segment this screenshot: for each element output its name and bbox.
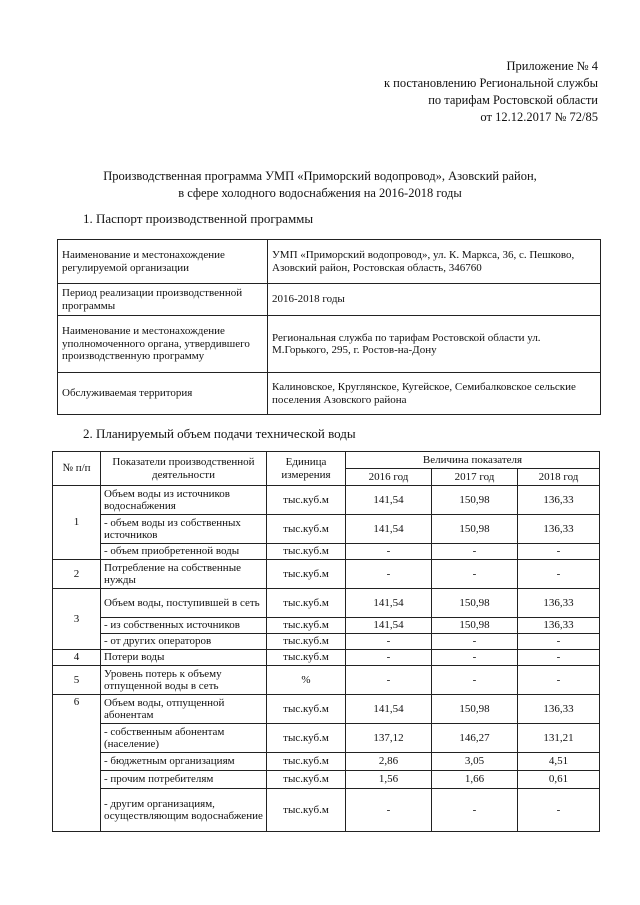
appendix-header — [318, 58, 598, 126]
table-row — [53, 544, 600, 560]
row-2017: - — [432, 789, 518, 832]
row-unit: тыс.куб.м — [267, 618, 346, 634]
header-num: № п/п — [53, 452, 101, 486]
table-row — [53, 634, 600, 650]
row-2018: - — [518, 544, 600, 560]
row-2017: 1,66 — [432, 771, 518, 789]
row-unit: тыс.куб.м — [267, 560, 346, 589]
header-value: Величина показателя — [346, 452, 600, 469]
table-row — [53, 753, 600, 771]
title-line-2: в сфере холодного водоснабжения на 2016-2018 годы — [178, 186, 462, 200]
appendix-line-3: по тарифам Ростовской области — [428, 93, 598, 107]
row-indicator: - от других операторов — [101, 634, 267, 650]
table-row — [53, 560, 600, 589]
appendix-line-4: от 12.12.2017 № 72/85 — [480, 110, 598, 124]
row-2017: - — [432, 544, 518, 560]
row-2016: - — [346, 634, 432, 650]
row-2016: - — [346, 560, 432, 589]
row-2016: 137,12 — [346, 724, 432, 753]
table-row — [53, 618, 600, 634]
row-indicator: Уровень потерь к объему отпущенной воды в сеть — [101, 666, 267, 695]
row-unit: тыс.куб.м — [267, 589, 346, 618]
table-row — [53, 666, 600, 695]
passport-value: Калиновское, Круглянское, Кугейское, Семибалковское сельские поселения Азовского района — [268, 373, 601, 415]
passport-label: Наименование и местонахождение регулируемой организации — [58, 240, 268, 284]
passport-row — [58, 240, 601, 284]
header-year-2017: 2017 год — [432, 469, 518, 486]
row-2018: - — [518, 789, 600, 832]
appendix-line-2: к постановлению Региональной службы — [383, 76, 598, 90]
row-2018: - — [518, 560, 600, 589]
passport-label: Обслуживаемая территория — [58, 373, 268, 415]
row-indicator: Объем воды из источников водоснабжения — [101, 486, 267, 515]
row-num: 2 — [53, 560, 101, 589]
row-unit: тыс.куб.м — [267, 515, 346, 544]
row-indicator: - объем воды из собственных источников — [101, 515, 267, 544]
row-unit: тыс.куб.м — [267, 771, 346, 789]
row-2018: 136,33 — [518, 515, 600, 544]
table-row — [53, 515, 600, 544]
row-2018: 136,33 — [518, 618, 600, 634]
table-row — [53, 789, 600, 832]
row-2017: 150,98 — [432, 695, 518, 724]
row-2016: 141,54 — [346, 618, 432, 634]
row-2016: - — [346, 650, 432, 666]
row-2018: 131,21 — [518, 724, 600, 753]
row-indicator: Потери воды — [101, 650, 267, 666]
passport-row — [58, 284, 601, 316]
row-indicator: Объем воды, отпущенной абонентам — [101, 695, 267, 724]
row-2018: 136,33 — [518, 589, 600, 618]
row-num: 5 — [53, 666, 101, 695]
row-unit: тыс.куб.м — [267, 695, 346, 724]
table-row — [53, 695, 600, 724]
row-indicator: Объем воды, поступившей в сеть — [101, 589, 267, 618]
header-year-2018: 2018 год — [518, 469, 600, 486]
document-title — [40, 168, 600, 202]
passport-value: УМП «Приморский водопровод», ул. К. Маркса, 36, с. Пешково, Азовский район, Ростовская область, 346760 — [268, 240, 601, 284]
row-unit: тыс.куб.м — [267, 650, 346, 666]
table-row — [53, 650, 600, 666]
appendix-line-1: Приложение № 4 — [506, 59, 598, 73]
row-2017: 150,98 — [432, 618, 518, 634]
row-2016: 141,54 — [346, 589, 432, 618]
passport-table — [57, 239, 601, 415]
row-indicator: - объем приобретенной воды — [101, 544, 267, 560]
row-num: 4 — [53, 650, 101, 666]
row-2016: 1,56 — [346, 771, 432, 789]
row-num: 1 — [53, 486, 101, 560]
title-line-1: Производственная программа УМП «Приморский водопровод», Азовский район, — [103, 169, 537, 183]
row-indicator: - прочим потребителям — [101, 771, 267, 789]
row-unit: тыс.куб.м — [267, 789, 346, 832]
row-2016: 2,86 — [346, 753, 432, 771]
passport-value: Региональная служба по тарифам Ростовской области ул. М.Горького, 295, г. Ростов-на-Дону — [268, 316, 601, 373]
table-row — [53, 589, 600, 618]
row-2017: - — [432, 650, 518, 666]
header-unit: Единица измерения — [267, 452, 346, 486]
passport-value: 2016-2018 годы — [268, 284, 601, 316]
section-2-heading: 2. Планируемый объем подачи технической воды — [83, 426, 356, 441]
row-indicator: - из собственных источников — [101, 618, 267, 634]
row-2016: - — [346, 789, 432, 832]
row-2016: 141,54 — [346, 486, 432, 515]
table-row — [53, 486, 600, 515]
row-unit: тыс.куб.м — [267, 544, 346, 560]
row-2017: - — [432, 560, 518, 589]
passport-label: Наименование и местонахождение уполномоченного органа, утвердившего производственную программу — [58, 316, 268, 373]
passport-label: Период реализации производственной программы — [58, 284, 268, 316]
passport-row — [58, 373, 601, 415]
row-2016: 141,54 — [346, 515, 432, 544]
row-indicator: - бюджетным организациям — [101, 753, 267, 771]
row-2018: 136,33 — [518, 486, 600, 515]
row-2018: 0,61 — [518, 771, 600, 789]
row-2018: - — [518, 666, 600, 695]
row-2017: 150,98 — [432, 515, 518, 544]
header-year-2016: 2016 год — [346, 469, 432, 486]
row-unit: тыс.куб.м — [267, 724, 346, 753]
row-num: 6 — [53, 695, 101, 832]
row-2018: 4,51 — [518, 753, 600, 771]
table-row — [53, 724, 600, 753]
row-indicator: Потребление на собственные нужды — [101, 560, 267, 589]
row-2018: 136,33 — [518, 695, 600, 724]
row-indicator: - другим организациям, осуществляющим водоснабжение — [101, 789, 267, 832]
section-1-heading: 1. Паспорт производственной программы — [83, 211, 314, 226]
row-2016: - — [346, 544, 432, 560]
row-2017: - — [432, 666, 518, 695]
volumes-table — [52, 451, 600, 832]
row-indicator: - собственным абонентам (население) — [101, 724, 267, 753]
row-unit: тыс.куб.м — [267, 634, 346, 650]
row-2018: - — [518, 650, 600, 666]
row-2017: 150,98 — [432, 589, 518, 618]
volumes-header-row — [53, 452, 600, 469]
header-indicator: Показатели производственной деятельности — [101, 452, 267, 486]
row-num: 3 — [53, 589, 101, 650]
passport-row — [58, 316, 601, 373]
row-2017: 150,98 — [432, 486, 518, 515]
row-2016: 141,54 — [346, 695, 432, 724]
table-row — [53, 771, 600, 789]
row-unit: % — [267, 666, 346, 695]
row-unit: тыс.куб.м — [267, 753, 346, 771]
row-unit: тыс.куб.м — [267, 486, 346, 515]
row-2017: 146,27 — [432, 724, 518, 753]
row-2016: - — [346, 666, 432, 695]
row-2017: - — [432, 634, 518, 650]
row-2017: 3,05 — [432, 753, 518, 771]
row-2018: - — [518, 634, 600, 650]
